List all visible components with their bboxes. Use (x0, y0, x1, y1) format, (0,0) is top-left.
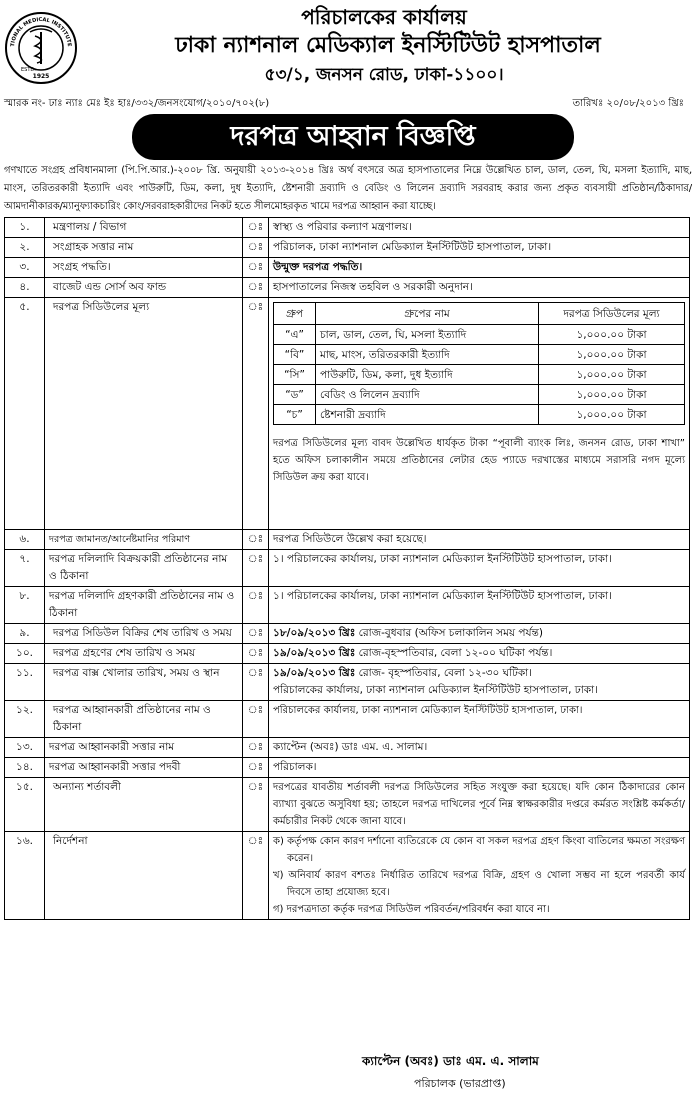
schedule-row (274, 325, 685, 345)
table-row (5, 587, 690, 624)
row-label: মন্ত্রণালয় / বিভাগ (45, 218, 243, 238)
row-number: ১৪. (5, 758, 45, 778)
row-colon: ঃ (243, 738, 269, 758)
row-number: ৮. (5, 587, 45, 624)
group-name: ষ্টেশনারী দ্রব্যাদি (316, 405, 539, 425)
logo-ring-text: TIONAL MEDICAL INSTITUTE (9, 16, 72, 47)
office-title: পরিচালকের কার্যালয় (301, 5, 467, 29)
row-label: দরপত্র আহ্বানকারী সত্তার পদবী (45, 758, 243, 778)
schedule-row (274, 385, 685, 405)
group-name: মাছ, মাংস, তরিতরকারী ইত্যাদি (316, 345, 539, 365)
table-row (5, 701, 690, 738)
table-row (5, 278, 690, 298)
schedule-row (274, 405, 685, 425)
row-number: ৭. (5, 550, 45, 587)
group-code: “ড” (274, 385, 316, 405)
row-colon: ঃ (243, 530, 269, 550)
hospital-logo (4, 8, 78, 86)
table-row (5, 758, 690, 778)
row-value (269, 624, 690, 644)
row-number: ৯. (5, 624, 45, 644)
sale-end-detail: রোজ-বুধবার (অফিস চলাকালিন সময় পর্যন্ত) (355, 627, 543, 639)
row-number: ৪. (5, 278, 45, 298)
row-colon: ঃ (243, 664, 269, 701)
row-label: দরপত্র জামানত/আর্নেষ্টমানির পরিমাণ (45, 530, 243, 550)
opening-time: রোজ- বৃহস্পতিবার, বেলা ১২-৩০ ঘটিকা। (355, 667, 532, 679)
group-price: ১,০০০.০০ টাকা (539, 365, 685, 385)
row-colon: ঃ (243, 298, 269, 530)
schedule-header-row (274, 303, 685, 325)
row-value: হাসপাতালের নিজস্ব তহবিল ও সরকারী অনুদান। (269, 278, 690, 298)
schedule-row (274, 345, 685, 365)
row-label: নির্দেশনা (45, 832, 243, 920)
table-row (5, 218, 690, 238)
table-row (5, 664, 690, 701)
table-row (5, 738, 690, 758)
row-value: ১। পরিচালকের কার্যালয়, ঢাকা ন্যাশনাল মেডিক্যাল ইনস্টিটিউট হাসপাতাল, ঢাকা। (269, 550, 690, 587)
table-row (5, 778, 690, 832)
table-row (5, 530, 690, 550)
table-row (5, 644, 690, 664)
row-value: পরিচালক। (269, 758, 690, 778)
row-number: ৬. (5, 530, 45, 550)
group-code: “সি” (274, 365, 316, 385)
opening-date: ১৯/০৯/২০১৩ খ্রিঃ (273, 667, 356, 679)
row-colon: ঃ (243, 832, 269, 920)
row-colon: ঃ (243, 587, 269, 624)
group-name: বেডিং ও লিলেন দ্রব্যাদি (316, 385, 539, 405)
row-label: দরপত্র সিডিউল বিক্রির শেষ তারিখ ও সময় (45, 624, 243, 644)
row-value: ১। পরিচালকের কার্যালয়, ঢাকা ন্যাশনাল মেডিক্যাল ইনস্টিটিউট হাসপাতাল, ঢাকা। (269, 587, 690, 624)
row-colon: ঃ (243, 278, 269, 298)
submission-end-date: ১৯/০৯/২০১৩ খ্রিঃ (273, 647, 356, 659)
row-value: ক্যাপ্টেন (অবঃ) ডাঃ এম. এ. সালাম। (269, 738, 690, 758)
row-colon: ঃ (243, 624, 269, 644)
instructions-list (273, 833, 685, 918)
table-row (5, 832, 690, 920)
group-name: চাল, ডাল, তেল, ঘি, মসলা ইত্যাদি (316, 325, 539, 345)
row-label: দরপত্র বাক্স খোলার তারিখ, সময় ও স্থান (45, 664, 243, 701)
notice-date: তারিখঃ ২০/০৮/২০১৩ খ্রিঃ (572, 98, 684, 109)
table-row (5, 298, 690, 530)
row-label: দরপত্র সিডিউলের মূল্য (45, 298, 243, 530)
group-code: “চ” (274, 405, 316, 425)
row-number: ১২. (5, 701, 45, 738)
row-colon: ঃ (243, 258, 269, 278)
instruction-item: গ) দরপত্রদাতা কর্তৃক দরপত্র সিডিউল পরিবর্তন/পরিবর্ধন করা যাবে না। (273, 904, 550, 915)
group-price: ১,০০০.০০ টাকা (539, 385, 685, 405)
table-row (5, 550, 690, 587)
row-label: সংগ্রাহক সত্তার নাম (45, 238, 243, 258)
row-value: দরপত্রের যাবতীয় শর্তাবলী দরপত্র সিডিউলের সহিত সংযুক্ত করা হয়েছে। যদি কোন ঠিকাদারের কোন ব্যাখ্যা বুঝতে অসুবিধা হয়; তাহলে দরপত্র দাখিলের পূর্বে নিম্ন স্বাক্ষরকারীর দপ্তরে কর্মরত সংশ্লিষ্ট কর্মকর্তা/কর্মচারীর নিকট থেকে জানা যাবে। (269, 778, 690, 832)
row-number: ১০. (5, 644, 45, 664)
row-label: বাজেট এন্ড সোর্স অব ফান্ড (45, 278, 243, 298)
row-colon: ঃ (243, 758, 269, 778)
row-label: সংগ্রহ পদ্ধতি। (45, 258, 243, 278)
row-number: ৫. (5, 298, 45, 530)
instructions-cell (269, 832, 690, 920)
row-value: পরিচালক, ঢাকা ন্যাশনাল মেডিক্যাল ইনস্টিটিউট হাসপাতাল, ঢাকা। (269, 238, 690, 258)
notice-banner: দরপত্র আহ্বান বিজ্ঞপ্তি (132, 114, 574, 160)
row-label: অন্যান্য শর্তাবলী (45, 778, 243, 832)
row-value (269, 644, 690, 664)
row-colon: ঃ (243, 644, 269, 664)
row-value (269, 664, 690, 701)
row-number: ১৬. (5, 832, 45, 920)
row-label: দরপত্র আহ্বানকারী প্রতিষ্ঠানের নাম ও ঠিকানা (45, 701, 243, 738)
schedule-price-table (273, 302, 685, 425)
row-colon: ঃ (243, 218, 269, 238)
table-row (5, 258, 690, 278)
price-header: দরপত্র সিডিউলের মূল্য (539, 303, 685, 325)
group-code: “এ” (274, 325, 316, 345)
group-price: ১,০০০.০০ টাকা (539, 345, 685, 365)
schedule-price-cell (269, 298, 690, 530)
group-price: ১,০০০.০০ টাকা (539, 325, 685, 345)
signatory-name: ক্যাপ্টেন (অবঃ) ডাঃ এম. এ. সালাম (362, 1054, 539, 1068)
opening-place: পরিচালকের কার্যালয়, ঢাকা ন্যাশনাল মেডিক্যাল ইনস্টিটিউট হাসপাতাল, ঢাকা। (273, 684, 598, 696)
group-code: “বি” (274, 345, 316, 365)
submission-end-detail: রোজ-বৃহস্পতিবার, বেলা ১২-০০ ঘটিকা পর্যন্ত। (355, 647, 553, 659)
sale-end-date: ১৮/০৯/২০১৩ খ্রিঃ (273, 627, 356, 639)
group-name-header: গ্রুপের নাম (316, 303, 539, 325)
logo-year: 1925 (32, 73, 50, 80)
row-value: স্বাস্থ্য ও পরিবার কল্যাণ মন্ত্রণালয়। (269, 218, 690, 238)
group-name: পাউরুটি, ডিম, কলা, দুধ ইত্যাদি (316, 365, 539, 385)
row-number: ৩. (5, 258, 45, 278)
row-label: দরপত্র গ্রহণের শেষ তারিখ ও সময় (45, 644, 243, 664)
schedule-row (274, 365, 685, 385)
instruction-item: খ) অনিবার্য কারণ বশতঃ নির্ধারিত তারিখে দরপত্র বিক্রি, গ্রহণ ও খোলা সম্ভব না হলে পরবর্তী কার্য দিবসে তাহা প্রযোজ্য হবে। (273, 870, 685, 898)
row-colon: ঃ (243, 238, 269, 258)
intro-paragraph: গণখাতে সংগ্রহ প্রবিধানমালা (পি.পি.আর.)-২০০৮ খ্রি. অনুযায়ী ২০১৩-২০১৪ খ্রিঃ অর্থ বৎসরে অত্র হাসপাতালের নিম্নে উল্লেখিত চাল, ডাল, তেল, ঘি, মসলা ইত্যাদি, মাছ, মাংস, তরিতরকারী ইত্যাদি এবং পাউরুটি, ডিম, কলা, দুধ ইত্যাদি, ষ্টেশনারী দ্রব্যাদি ও বেডিং ও লিলেন দ্রব্যাদি সরবরাহ করার জন্য প্রকৃত ব্যবসায়ী প্রতিষ্ঠান/ঠিকাদার/আমদানীকারক/ম্যানুফ্যাকচারিং কোং/সরবরাহকারীদের নিকট হতে সীলমোহরকৃত খামে দরপত্র আহ্বান করা যাচ্ছে। (4, 165, 692, 212)
instruction-item: ক) কর্তৃপক্ষ কোন কারণ দর্শানো ব্যতিরেকে যে কোন বা সকল দরপত্র গ্রহণ কিংবা বাতিলের ক্ষমতা সংরক্ষণ করেন। (273, 836, 685, 864)
row-number: ১. (5, 218, 45, 238)
row-value: উন্মুক্ত দরপত্র পদ্ধতি। (269, 258, 690, 278)
row-number: ২. (5, 238, 45, 258)
row-number: ১৫. (5, 778, 45, 832)
row-label: দরপত্র আহ্বানকারী সত্তার নাম (45, 738, 243, 758)
row-colon: ঃ (243, 701, 269, 738)
schedule-purchase-note: দরপত্র সিডিউলের মূল্য বাবদ উল্লেখিত ধার্যকৃত টাকা “পূবালী ব্যাংক লিঃ, জনসন রোড, ঢাকা শাখা” হতে অফিস চলাকালীন সময়ে প্রতিষ্ঠানের লেটার হেড প্যাডে দরখাস্তের মাধ্যমে সরাসরি নগদ মূল্যে সিডিউল ক্রয় করা যাবে। (273, 438, 685, 483)
table-row (5, 238, 690, 258)
row-colon: ঃ (243, 550, 269, 587)
hospital-name: ঢাকা ন্যাশনাল মেডিক্যাল ইনস্টিটিউট হাসপাতাল (175, 33, 601, 58)
row-colon: ঃ (243, 778, 269, 832)
row-label: দরপত্র দলিলাদি গ্রহণকারী প্রতিষ্ঠানের নাম ও ঠিকানা (45, 587, 243, 624)
signatory-title: পরিচালক (ভারপ্রাপ্ত) (414, 1077, 506, 1090)
group-price: ১,০০০.০০ টাকা (539, 405, 685, 425)
tender-details-table (4, 217, 690, 920)
logo-estd: ESTD. (21, 67, 36, 73)
table-row (5, 624, 690, 644)
memo-number: স্মারক নং- ঢাঃ ন্যাঃ মেঃ ইঃ হাঃ/৩৩২/জনসংযোগ/২০১০/৭০২(৮) (4, 98, 270, 109)
hospital-address: ৫৩/১, জনসন রোড, ঢাকা-১১০০। (264, 65, 504, 85)
row-value: দরপত্র সিডিউলে উল্লেখ করা হয়েছে। (269, 530, 690, 550)
group-header: গ্রুপ (274, 303, 316, 325)
row-number: ১১. (5, 664, 45, 701)
row-label: দরপত্র দলিলাদি বিক্রয়কারী প্রতিষ্ঠানের নাম ও ঠিকানা (45, 550, 243, 587)
row-value: পরিচালকের কার্যালয়, ঢাকা ন্যাশনাল মেডিক্যাল ইনস্টিটিউট হাসপাতাল, ঢাকা। (269, 701, 690, 738)
row-number: ১৩. (5, 738, 45, 758)
